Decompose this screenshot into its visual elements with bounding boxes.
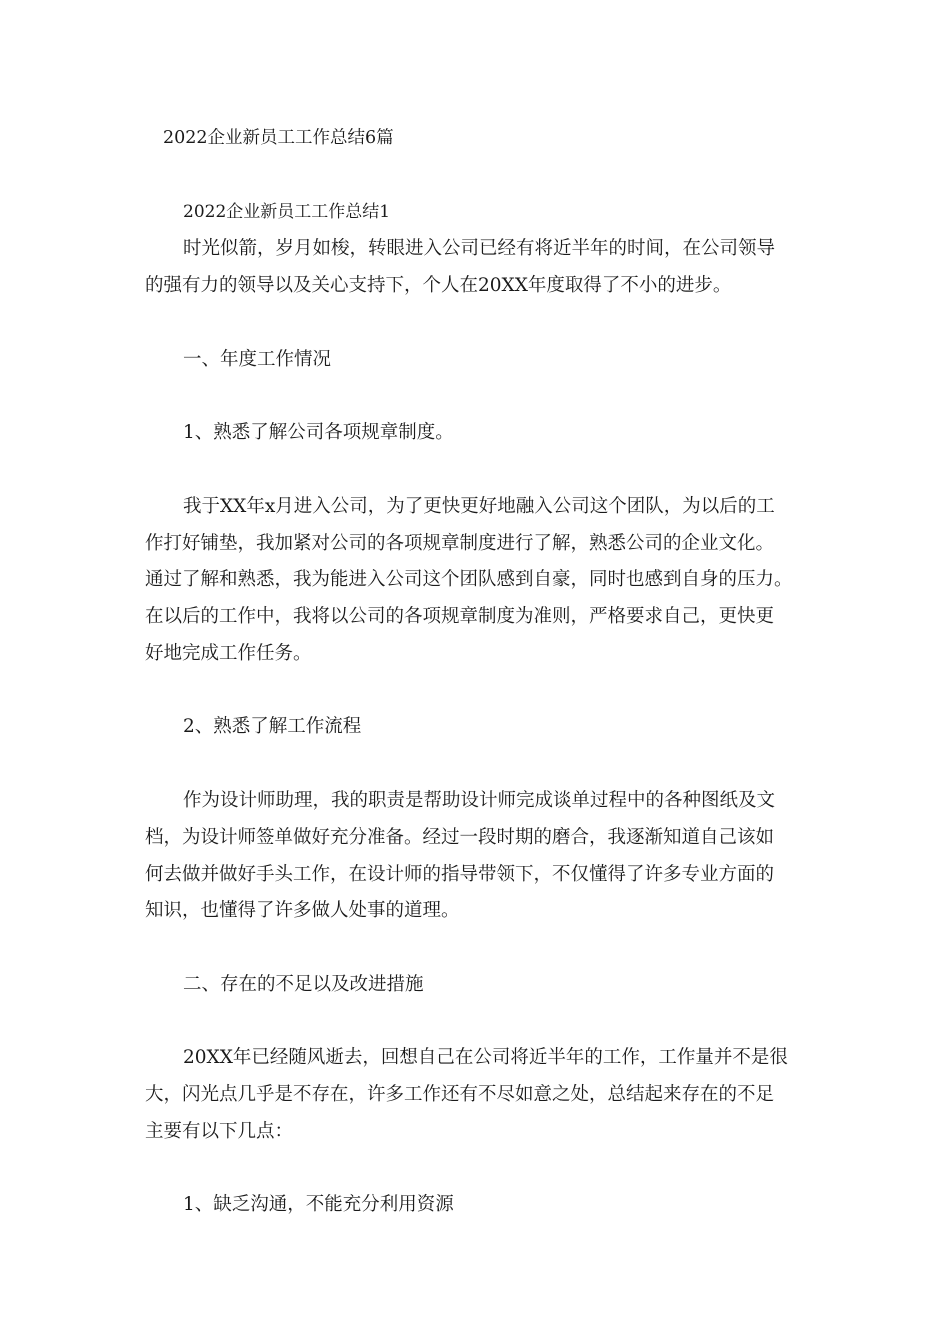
section2-body-line-3: 主要有以下几点： [145,1121,294,1142]
item1-body-line-1: 我于XX年x月进入公司，为了更快更好地融入公司这个团队，为以后的工 [183,496,775,517]
section2-heading: 二、存在的不足以及改进措施 [183,974,424,995]
document-title: 2022企业新员工工作总结6篇 [163,128,394,148]
section2-body-line-2: 大，闪光点几乎是不存在，许多工作还有不尽如意之处，总结起来存在的不足 [145,1084,775,1105]
item2-heading: 2、熟悉了解工作流程 [183,716,362,737]
item2-body-line-2: 档，为设计师签单做好充分准备。经过一段时期的磨合，我逐渐知道自己该如 [145,827,775,848]
item1-body-line-3: 通过了解和熟悉，我为能进入公司这个团队感到自豪，同时也感到自身的压力。 [145,569,793,590]
item2-body-line-3: 何去做并做好手头工作，在设计师的指导带领下，不仅懂得了许多专业方面的 [145,864,775,885]
item2-body-line-1: 作为设计师助理，我的职责是帮助设计师完成谈单过程中的各种图纸及文 [183,790,776,811]
section1-heading: 一、年度工作情况 [183,349,332,370]
item3-heading: 1、缺乏沟通，不能充分利用资源 [183,1194,454,1215]
document-subtitle: 2022企业新员工工作总结1 [183,202,391,222]
section2-body-line-1: 20XX年已经随风逝去，回想自己在公司将近半年的工作，工作量并不是很 [183,1047,788,1068]
intro-line-1: 时光似箭，岁月如梭，转眼进入公司已经有将近半年的时间，在公司领导 [183,238,776,259]
item1-body-line-5: 好地完成工作任务。 [145,643,312,664]
intro-line-2: 的强有力的领导以及关心支持下，个人在20XX年度取得了不小的进步。 [145,275,732,296]
item1-body-line-2: 作打好铺垫，我加紧对公司的各项规章制度进行了解，熟悉公司的企业文化。 [145,533,775,554]
item2-body-line-4: 知识，也懂得了许多做人处事的道理。 [145,900,460,921]
item1-heading: 1、熟悉了解公司各项规章制度。 [183,422,454,443]
item1-body-line-4: 在以后的工作中，我将以公司的各项规章制度为准则，严格要求自己，更快更 [145,606,775,627]
